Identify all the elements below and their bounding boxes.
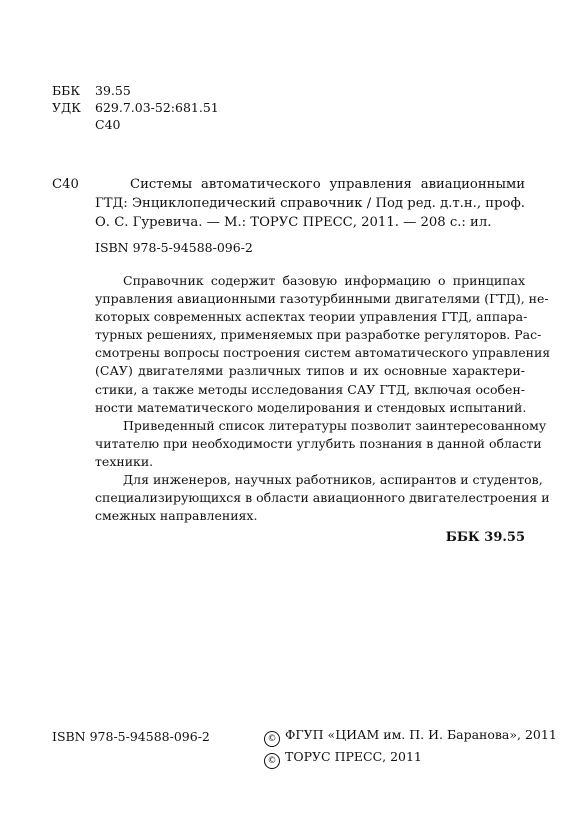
udk-value: 629.7.03-52:681.51 bbox=[95, 100, 219, 115]
abstract-line: управления авиационными газотурбинными двигателями (ГТД), не- bbox=[95, 291, 549, 307]
abstract bbox=[95, 272, 551, 525]
udk-row bbox=[52, 99, 219, 116]
abstract-line: турных решениях, применяемых при разработке регуляторов. Рас- bbox=[95, 327, 542, 343]
abstract-line: смежных направлениях. bbox=[95, 508, 258, 524]
bbk-key: ББК bbox=[52, 83, 81, 98]
udk-key: УДК bbox=[52, 100, 81, 115]
copyright-row bbox=[264, 747, 557, 769]
bbk-value: 39.55 bbox=[95, 83, 131, 98]
abstract-paragraph bbox=[95, 417, 547, 471]
abstract-line: Приведенный список литературы позволит заинтересованному bbox=[123, 417, 547, 433]
biblio-line: ГТД: Энциклопедический справочник / Под ред. д.т.н., проф. bbox=[95, 196, 525, 211]
abstract-line: Справочник содержит базовую информацию о принципах bbox=[123, 273, 525, 288]
abstract-line: техники. bbox=[95, 453, 154, 469]
abstract-line: смотрены вопросы построения систем автоматического управления bbox=[95, 345, 551, 361]
copyright-block bbox=[264, 725, 557, 769]
copyright-holder: ТОРУС ПРЕСС, 2011 bbox=[285, 749, 422, 764]
copyright-icon: © bbox=[264, 753, 280, 769]
isbn-bottom: ISBN 978-5-94588-096-2 bbox=[52, 729, 210, 744]
abstract-paragraph bbox=[95, 471, 550, 525]
abstract-line: стики, а также методы исследования САУ ГТД, включая особен- bbox=[95, 381, 525, 397]
abstract-line: которых современных аспектах теории управления ГТД, аппара- bbox=[95, 309, 528, 325]
classification-block bbox=[52, 82, 219, 133]
abstract-line: ности математического моделирования и стендовых испытаний. bbox=[95, 399, 527, 415]
copyright-icon: © bbox=[264, 731, 280, 747]
author-code-row bbox=[52, 116, 219, 133]
biblio-line: О. С. Гуревича. — М.: ТОРУС ПРЕСС, 2011. — 208 с.: ил. bbox=[95, 215, 492, 230]
author-code-key bbox=[52, 116, 95, 133]
abstract-line: Для инженеров, научных работников, аспирантов и студентов, bbox=[123, 472, 543, 488]
abstract-line: специализирующихся в области авиационного двигателестроения и bbox=[95, 490, 550, 506]
bbk-code-bold: ББК 39.55 bbox=[445, 530, 525, 545]
bibliographic-record bbox=[95, 175, 525, 232]
abstract-line: (САУ) двигателями различных типов и их основные характери- bbox=[95, 363, 525, 379]
author-mark: С40 bbox=[52, 177, 79, 192]
author-code-value: С40 bbox=[95, 117, 121, 132]
isbn-top: ISBN 978-5-94588-096-2 bbox=[95, 240, 253, 255]
biblio-line: Системы автоматического управления авиационными bbox=[130, 177, 525, 192]
abstract-paragraph bbox=[95, 272, 551, 417]
copyright-row bbox=[264, 725, 557, 747]
bbk-row bbox=[52, 82, 219, 99]
copyright-holder: ФГУП «ЦИАМ им. П. И. Баранова», 2011 bbox=[285, 727, 557, 742]
abstract-line: читателю при необходимости углубить познания в данной области bbox=[95, 435, 542, 451]
